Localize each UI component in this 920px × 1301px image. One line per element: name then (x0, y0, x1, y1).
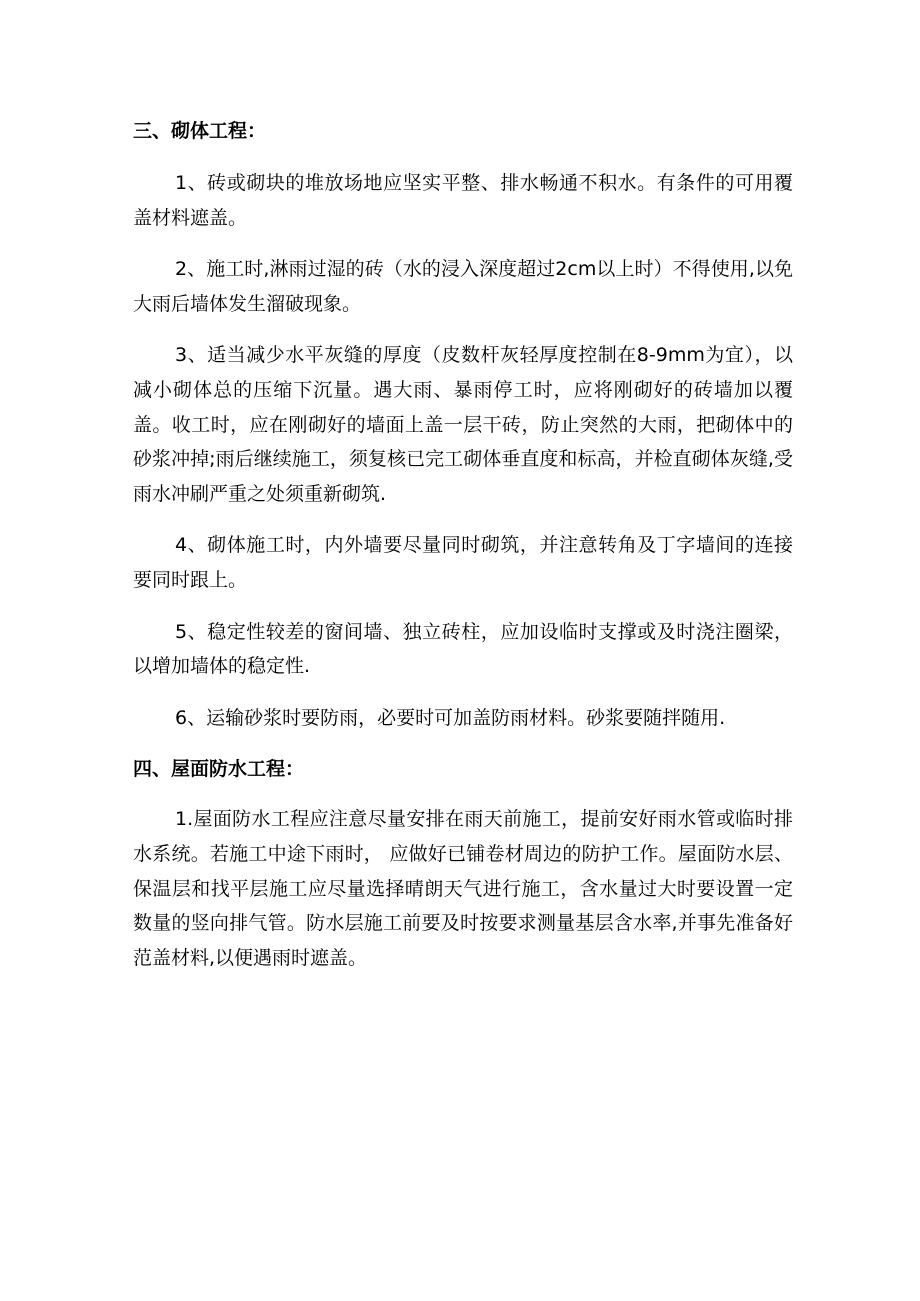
section-heading-masonry: 三、砌体工程： (133, 120, 267, 142)
paragraph-masonry-1: 1、砖或砌块的堆放场地应坚实平整、排水畅通不积水。有条件的可用覆盖材料遮盖。 (133, 172, 793, 229)
paragraph-masonry-3: 3、适当减少水平灰缝的厚度（皮数杆灰轻厚度控制在8-9mm为宜），以减小砌体总的压缩下沉量。遇大雨、暴雨停工时，应将刚砌好的砖墙加以覆盖。收工时，应在刚砌好的墙面上盖一层干砖，防止突然的大雨，把砌体中的砂浆冲掉;雨后继续施工，须复核已完工砌体垂直度和标高，并检直砌体灰缝,受雨水冲刷严重之处须重新砌筑. (133, 344, 793, 505)
paragraph-masonry-2: 2、施工时,淋雨过湿的砖（水的浸入深度超过2cm以上时）不得使用,以免大雨后墙体发生溜破现象。 (133, 258, 793, 315)
paragraph-masonry-5: 5、稳定性较差的窗间墙、独立砖柱，应加设临时支撑或及时浇注圈梁，以增加墙体的稳定性. (133, 620, 793, 678)
paragraph-masonry-6: 6、运输砂浆时要防雨，必要时可加盖防雨材料。砂浆要随拌随用. (175, 706, 726, 729)
paragraph-masonry-4: 4、砌体施工时，内外墙要尽量同时砌筑，并注意转角及丁字墙间的连接要同时跟上。 (133, 534, 793, 591)
section-heading-roof-waterproofing: 四、屋面防水工程： (133, 758, 305, 781)
document-body (133, 114, 793, 975)
paragraph-roof-1: 1.屋面防水工程应注意尽量安排在雨天前施工，提前安好雨水管或临时排水系统。若施工中途下雨时， 应做好已铺卷材周边的防护工作。屋面防水层、保温层和找平层施工应尽量选择晴朗天气进行施工，含水量过大时要设置一定数量的竖向排气管。防水层施工前要及时按要求测量基层含水率,并事先准备好范盖材料,以便遇雨时遮盖。 (133, 808, 793, 969)
